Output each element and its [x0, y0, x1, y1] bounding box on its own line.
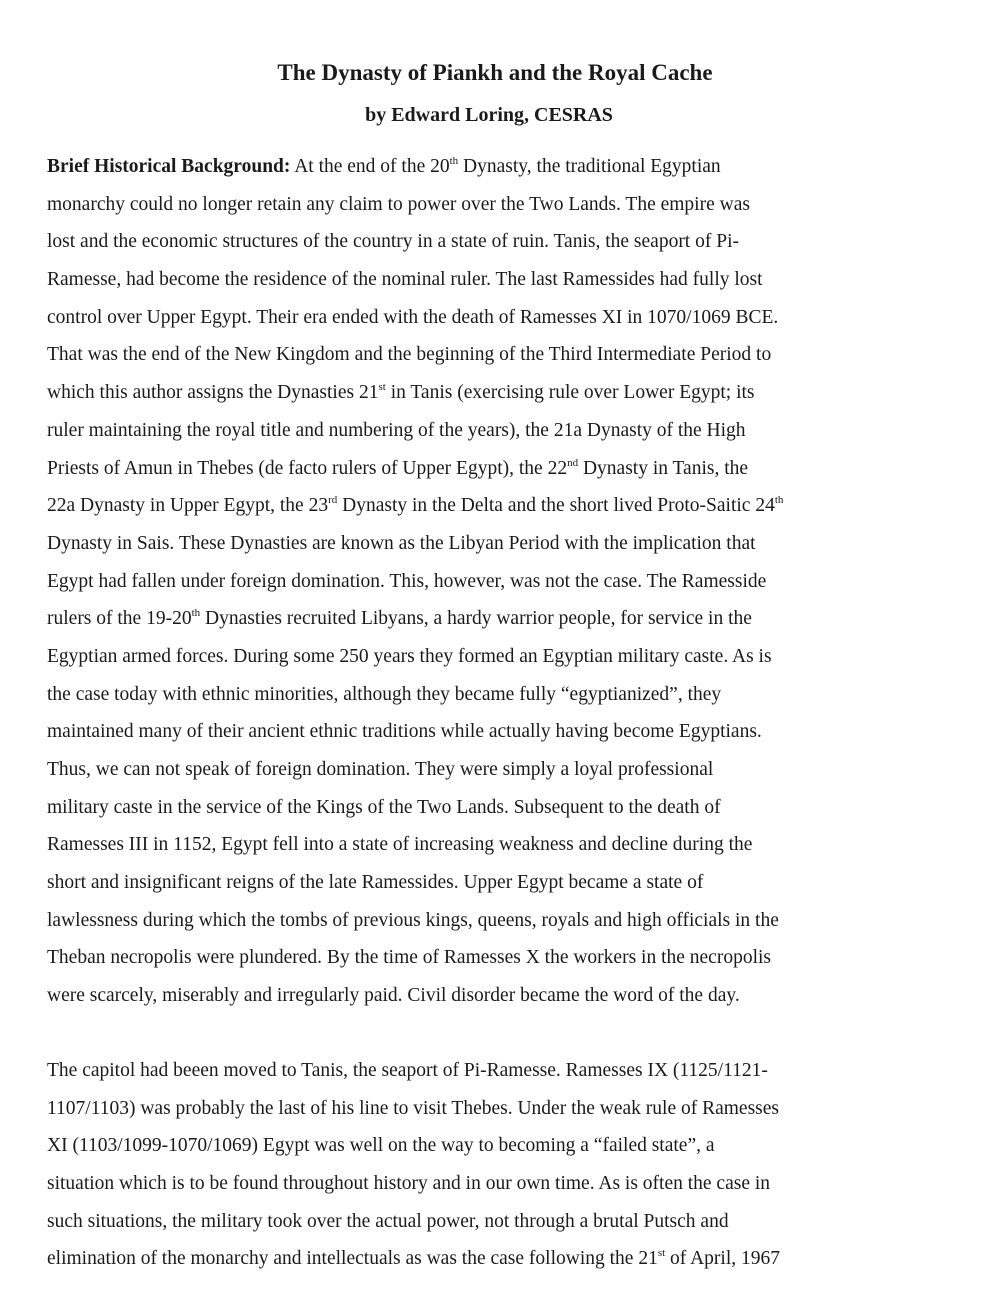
- section-lead-heading: Brief Historical Background:: [47, 156, 291, 177]
- ordinal-superscript: st: [657, 1247, 666, 1260]
- text-line: [47, 1165, 945, 1203]
- text-segment: Egyptian armed forces. During some 250 years they formed an Egyptian military caste. As is: [47, 645, 772, 667]
- text-segment: Dynasty in Tanis, the: [578, 457, 749, 479]
- text-segment: the case today with ethnic minorities, although they became fully “egyptianized”, they: [47, 683, 722, 705]
- text-line: [47, 1203, 945, 1241]
- text-segment: of April, 1967: [665, 1248, 781, 1270]
- text-line: [47, 1240, 945, 1278]
- text-segment: maintained many of their ancient ethnic traditions while actually having become Egyptians.: [47, 721, 762, 743]
- text-segment: Ramesses III in 1152, Egypt fell into a state of increasing weakness and decline during the: [47, 834, 753, 856]
- paragraph-capitol-tanis: [47, 1052, 945, 1278]
- text-line: [47, 676, 945, 714]
- text-line: [47, 299, 945, 337]
- text-line: [47, 1052, 945, 1090]
- text-segment: Thus, we can not speak of foreign domination. They were simply a loyal professional: [47, 759, 714, 780]
- text-segment: were scarcely, miserably and irregularly paid. Civil disorder became the word of the day.: [47, 985, 740, 1007]
- text-segment: Dynasty in the Delta and the short lived Proto-Saitic 24: [337, 495, 775, 517]
- text-line: [47, 148, 945, 186]
- text-line: [47, 826, 945, 864]
- ordinal-superscript: th: [449, 155, 459, 167]
- text-segment: rulers of the 19-20: [47, 608, 192, 630]
- ordinal-superscript: nd: [567, 456, 579, 469]
- text-segment: lost and the economic structures of the country in a state of ruin. Tanis, the seaport of Pi-: [47, 231, 739, 253]
- text-line: [47, 638, 945, 676]
- text-segment: XI (1103/1099-1070/1069) Egypt was well on the way to becoming a “failed state”, a: [47, 1135, 715, 1157]
- text-segment: Dynasties recruited Libyans, a hardy warrior people, for service in the: [200, 608, 752, 630]
- text-line: [47, 939, 945, 977]
- text-segment: Egypt had fallen under foreign domination. This, however, was not the case. The Ramesside: [47, 570, 767, 592]
- text-line: [47, 1090, 945, 1128]
- text-segment: control over Upper Egypt. Their era ended with the death of Ramesses XI in 1070/1069 BCE.: [47, 306, 779, 328]
- text-segment: ruler maintaining the royal title and numbering of the years), the 21a Dynasty of the High: [47, 419, 746, 441]
- text-line: [47, 374, 945, 412]
- text-segment: Priests of Amun in Thebes (de facto rulers of Upper Egypt), the 22: [47, 457, 568, 479]
- text-line: [47, 600, 945, 638]
- text-segment: which this author assigns the Dynasties 21: [47, 382, 379, 404]
- text-line: [47, 1127, 945, 1165]
- text-segment: elimination of the monarchy and intellectuals as was the case following the 21: [47, 1248, 658, 1270]
- text-line: [47, 789, 945, 827]
- ordinal-superscript: th: [774, 494, 784, 507]
- text-segment: The capitol had beeen moved to Tanis, the seaport of Pi-Ramesse. Ramesses IX (1125/1121-: [47, 1060, 768, 1081]
- text-line: [47, 525, 945, 563]
- ordinal-superscript: rd: [328, 494, 338, 507]
- text-line: [47, 487, 945, 525]
- text-line: [47, 563, 945, 601]
- text-segment: Theban necropolis were plundered. By the time of Ramesses X the workers in the necropolis: [47, 947, 772, 969]
- document-title: The Dynasty of Piankh and the Royal Cache: [277, 60, 713, 85]
- text-line: [47, 336, 945, 374]
- text-line: [47, 902, 945, 940]
- ordinal-superscript: st: [378, 381, 386, 394]
- text-line: [47, 977, 945, 1015]
- text-segment: in Tanis (exercising rule over Lower Egypt; its: [385, 382, 755, 404]
- text-segment: such situations, the military took over the actual power, not through a brutal Putsch and: [47, 1210, 729, 1232]
- text-line: [47, 864, 945, 902]
- text-segment: 22a Dynasty in Upper Egypt, the 23: [47, 495, 329, 517]
- text-line: [47, 261, 945, 299]
- text-segment: short and insignificant reigns of the late Ramessides. Upper Egypt became a state of: [47, 872, 704, 894]
- text-segment: military caste in the service of the Kings of the Two Lands. Subsequent to the death of: [47, 796, 721, 818]
- text-line: [47, 412, 945, 450]
- text-segment: Dynasty, the traditional Egyptian: [458, 156, 721, 177]
- text-segment: Ramesse, had become the residence of the nominal ruler. The last Ramessides had fully lost: [47, 269, 763, 291]
- text-segment: At the end of the 20: [290, 156, 450, 177]
- text-line: [47, 186, 945, 224]
- text-segment: monarchy could no longer retain any claim to power over the Two Lands. The empire was: [47, 193, 750, 215]
- text-line: [47, 450, 945, 488]
- text-line: [47, 713, 945, 751]
- text-segment: situation which is to be found throughout history and in our own time. As is often the case in: [47, 1173, 771, 1195]
- document-byline: by Edward Loring, CESRAS: [365, 104, 613, 126]
- ordinal-superscript: th: [191, 607, 201, 620]
- text-segment: Dynasty in Sais. These Dynasties are known as the Libyan Period with the implication that: [47, 532, 756, 554]
- text-segment: 1107/1103) was probably the last of his line to visit Thebes. Under the weak rule of Ramesses: [47, 1097, 780, 1119]
- text-line: [47, 223, 945, 261]
- text-line: [47, 751, 945, 789]
- text-segment: That was the end of the New Kingdom and the beginning of the Third Intermediate Period to: [47, 344, 772, 366]
- text-segment: lawlessness during which the tombs of previous kings, queens, royals and high officials in the: [47, 909, 779, 931]
- paragraph-historical-background: [47, 148, 945, 1015]
